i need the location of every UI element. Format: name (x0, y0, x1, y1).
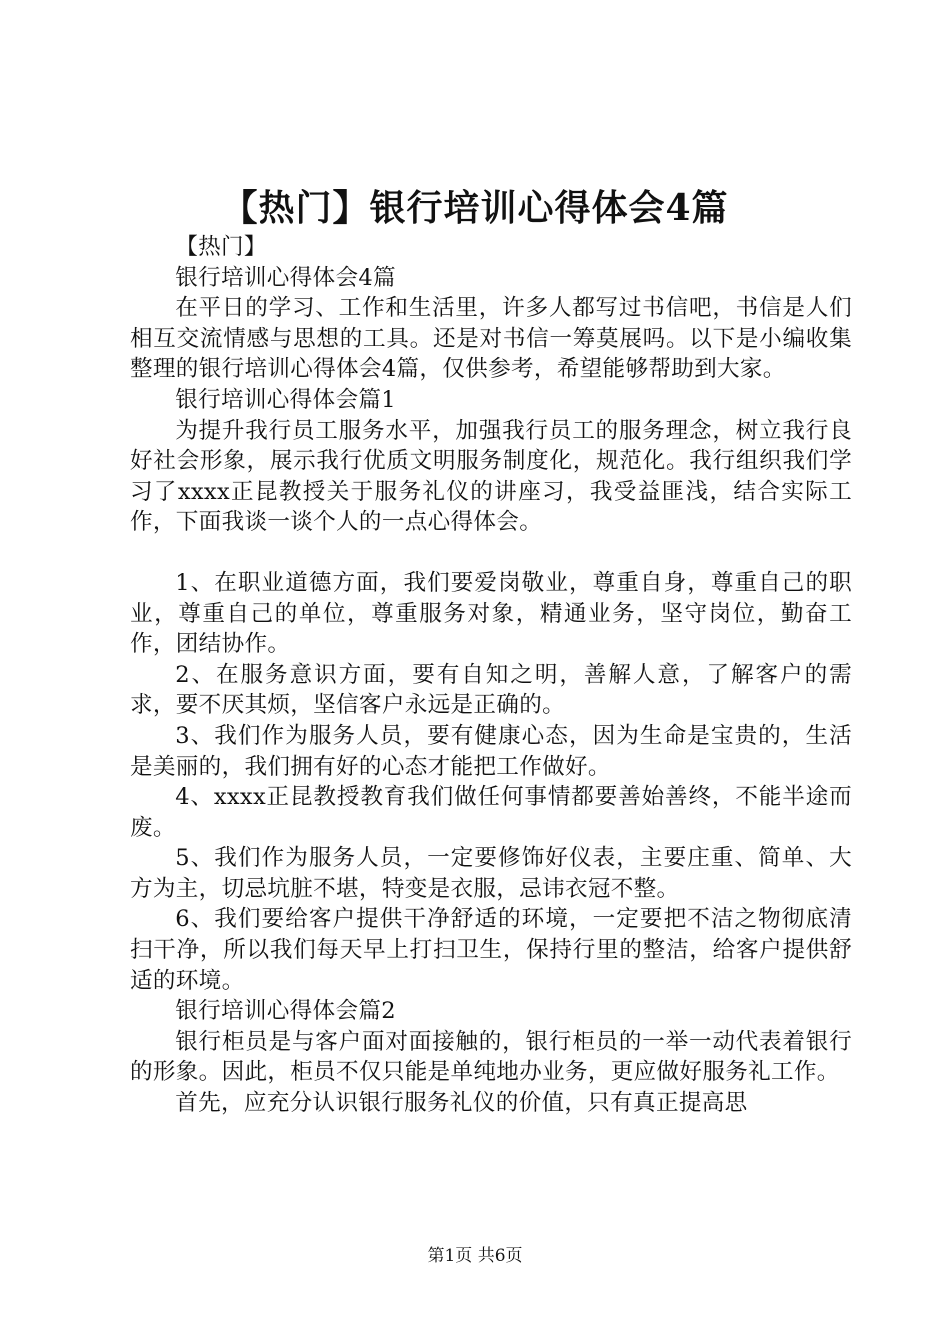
section-heading-2: 银行培训心得体会篇2 (175, 998, 396, 1025)
paragraph-section-2-continued: 首先，应充分认识银行服务礼仪的价值，只有真正提高思 (175, 1090, 748, 1117)
page-footer (0, 1244, 950, 1268)
page-indicator: 第1页 共6页 (427, 1246, 523, 1266)
paragraph-section-2-intro: 银行柜员是与客户面对面接触的，银行柜员的一举一动代表着银行的形象。因此，柜员不仅只能是单纯地办业务，更应做好服务礼工作。 (130, 1028, 852, 1086)
paragraph-intro: 在平日的学习、工作和生活里，许多人都写过书信吧，书信是人们相互交流情感与思想的工具。还是对书信一筹莫展吗。以下是小编收集整理的银行培训心得体会4篇，仅供参考，希望能够帮助到大家。 (130, 295, 852, 383)
paragraph-tag-line: 【热门】 (175, 234, 267, 260)
paragraph-spacer (130, 538, 852, 568)
document-body (130, 232, 852, 1119)
list-item: 3、我们作为服务人员，要有健康心态，因为生命是宝贵的，生活是美丽的，我们拥有好的心态才能把工作做好。 (130, 722, 852, 780)
document-title: 【热门】银行培训心得体会4篇 (221, 187, 729, 229)
list-item: 5、我们作为服务人员，一定要修饰好仪表，主要庄重、简单、大方为主，切忌坑脏不堪，特变是衣服，忌讳衣冠不整。 (130, 845, 852, 902)
list-item: 1、在职业道德方面，我们要爱岗敬业，尊重自身，尊重自己的职业，尊重自己的单位，尊重服务对象，精通业务，坚守岗位，勤奋工作，团结协作。 (130, 569, 852, 658)
paragraph-subtitle: 银行培训心得体会4篇 (175, 264, 396, 291)
list-item: 2、在服务意识方面，要有自知之明，善解人意，了解客户的需求，要不厌其烦，坚信客户永远是正确的。 (130, 661, 852, 719)
section-heading-1: 银行培训心得体会篇1 (175, 386, 396, 413)
list-item: 4、xxxx正昆教授教育我们做任何事情都要善始善终，不能半途而废。 (130, 784, 852, 841)
list-item: 6、我们要给客户提供干净舒适的环境，一定要把不洁之物彻底清扫干净，所以我们每天早上打扫卫生，保持行里的整洁，给客户提供舒适的环境。 (130, 906, 852, 994)
paragraph-section-1-intro: 为提升我行员工服务水平，加强我行员工的服务理念，树立我行良好社会形象，展示我行优质文明服务制度化，规范化。我行组织我们学习了xxxx正昆教授关于服务礼仪的讲座习，我受益匪浅，结合实际工作，下面我谈一谈个人的一点心得体会。 (130, 417, 852, 536)
